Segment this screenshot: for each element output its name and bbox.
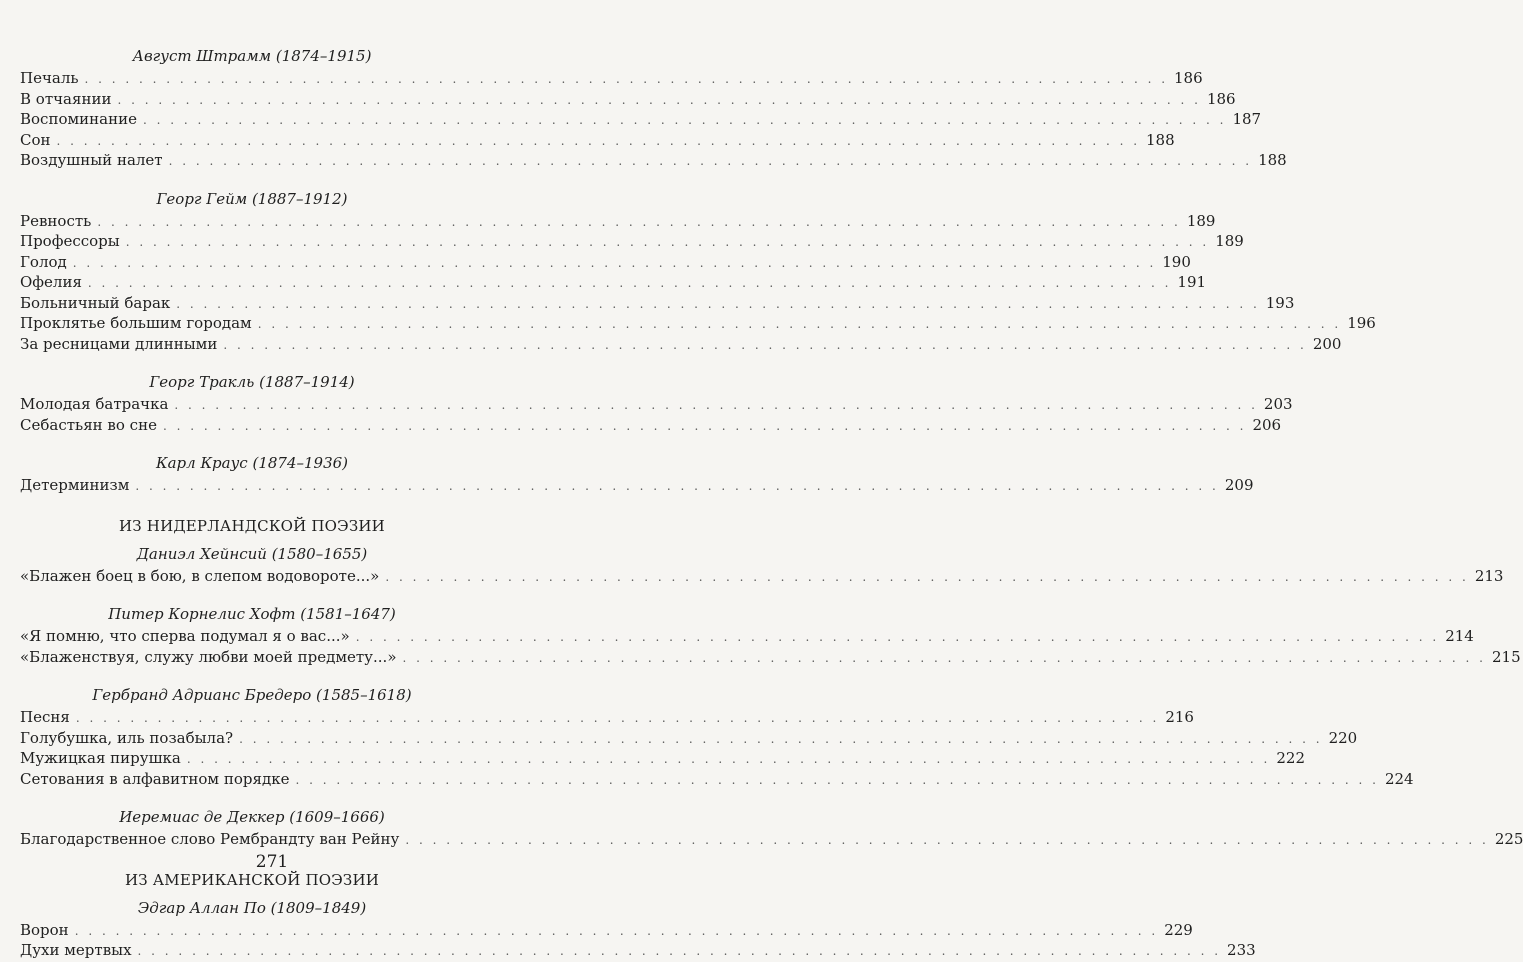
entry-page: 215 (1492, 647, 1521, 666)
toc-entry (20, 707, 1194, 728)
toc-entry (20, 475, 1254, 496)
dot-leader: . . . . . . . . . . . . . . . . . . . . . . . . . . . . . . . . . . . . . . . . . . . . . . . . . . . . . . . . . . . . . . . . . . . . . . . . . . . . . . . . (385, 569, 1469, 584)
dot-leader: . . . . . . . . . . . . . . . . . . . . . . . . . . . . . . . . . . . . . . . . . . . . . . . . . . . . . . . . . . . . . . . . . . . . . . . . . . . . . . . . (75, 711, 1160, 725)
toc-entry (20, 231, 1244, 252)
dot-leader: . . . . . . . . . . . . . . . . . . . . . . . . . . . . . . . . . . . . . . . . . . . . . . . . . . . . . . . . . . . . . . . . . . . . . . . . . . . . . . . . (174, 398, 1258, 412)
entry-page: 209 (1224, 476, 1254, 494)
entry-page: 229 (1164, 920, 1193, 939)
entry-title: Себастьян во сне (20, 415, 157, 434)
dot-leader: . . . . . . . . . . . . . . . . . . . . . . . . . . . . . . . . . . . . . . . . . . . . . . . . . . . . . . . . . . . . . . . . . . . . . . . . . . . . . . . . (97, 214, 1181, 229)
entry-page: 203 (1263, 395, 1293, 413)
entry-title: Печаль (20, 69, 79, 87)
entry-page: 222 (1276, 749, 1306, 767)
entry-page: 189 (1186, 211, 1216, 230)
toc-entry (20, 829, 1523, 850)
entry-title: Молодая батрачка (20, 395, 169, 413)
dot-leader: . . . . . . . . . . . . . . . . . . . . . . . . . . . . . . . . . . . . . . . . . . . . . . . . . . . . . . . . . . . . . . . . . . . . . . . . . . . . . . . . (84, 72, 1169, 86)
entry-page: 191 (1177, 273, 1207, 291)
entry-title: «Я помню, что сперва подумал я о вас...» (20, 627, 350, 645)
author-heading: Георг Гейм (1887–1912) (156, 189, 348, 208)
dot-leader: . . . . . . . . . . . . . . . . . . . . . . . . . . . . . . . . . . . . . . . . . . . . . . . . . . . . . . . . . . . . . . . . . . . . . . . . . . . . . . . . (355, 630, 1440, 644)
entry-page: 214 (1445, 627, 1474, 645)
dot-leader: . . . . . . . . . . . . . . . . . . . . . . . . . . . . . . . . . . . . . . . . . . . . . . . . . . . . . . . . . . . . . . . . . . . . . . . . . . . . . . . . (239, 731, 1323, 746)
entry-page: 189 (1215, 232, 1244, 250)
dot-leader: . . . . . . . . . . . . . . . . . . . . . . . . . . . . . . . . . . . . . . . . . . . . . . . . . . . . . . . . . . . . . . . . . . . . . . . . . . . . . . . . (405, 833, 1489, 847)
entry-title: Ворон (20, 920, 69, 939)
entry-title: «Блаженствуя, служу любви моей предмету...» (20, 647, 397, 666)
entry-title: Проклятье большим городам (20, 314, 252, 332)
dot-leader: . . . . . . . . . . . . . . . . . . . . . . . . . . . . . . . . . . . . . . . . . . . . . . . . . . . . . . . . . . . . . . . . . . . . . . . . . . . . . . . . (142, 113, 1227, 127)
section-heading: ИЗ АМЕРИКАНСКОЙ ПОЭЗИИ (124, 870, 380, 889)
toc-entry (20, 647, 1521, 668)
toc-entry (20, 728, 1358, 749)
entry-title: Голубушка, иль позабыла? (20, 728, 234, 747)
author-heading: Гербранд Адрианс Бредеро (1585–1618) (92, 686, 412, 704)
dot-leader: . . . . . . . . . . . . . . . . . . . . . . . . . . . . . . . . . . . . . . . . . . . . . . . . . . . . . . . . . . . . . . . . . . . . . . . . . . . . . . . . (223, 337, 1307, 352)
toc-entry (20, 68, 1203, 89)
toc-entry (20, 334, 1342, 355)
toc-entry (20, 130, 1175, 151)
dot-leader: . . . . . . . . . . . . . . . . . . . . . . . . . . . . . . . . . . . . . . . . . . . . . . . . . . . . . . . . . . . . . . . . . . . . . . . . . . . . . . . . (56, 133, 1141, 148)
dot-leader: . . . . . . . . . . . . . . . . . . . . . . . . . . . . . . . . . . . . . . . . . . . . . . . . . . . . . . . . . . . . . . . . . . . . . . . . . . . . . . . . (162, 418, 1247, 433)
entry-title: Мужицкая пирушка (20, 749, 181, 767)
author-heading: Питер Корнелис Хофт (1581–1647) (108, 605, 396, 623)
entry-title: Голод (20, 252, 67, 271)
entry-page: 216 (1165, 708, 1194, 726)
toc-entry (20, 252, 1191, 273)
entry-page: 206 (1252, 415, 1282, 434)
entry-page: 193 (1265, 293, 1295, 312)
entry-page: 200 (1312, 334, 1342, 353)
dot-leader: . . . . . . . . . . . . . . . . . . . . . . . . . . . . . . . . . . . . . . . . . . . . . . . . . . . . . . . . . . . . . . . . . . . . . . . . . . . . . . . . (117, 92, 1201, 107)
toc-entry (20, 940, 1256, 961)
dot-leader: . . . . . . . . . . . . . . . . . . . . . . . . . . . . . . . . . . . . . . . . . . . . . . . . . . . . . . . . . . . . . . . . . . . . . . . . . . . . . . . . (257, 317, 1342, 331)
toc-entry (20, 566, 1504, 587)
entry-title: За ресницами длинными (20, 334, 218, 353)
author-heading: Даниэл Хейнсий (1580–1655) (136, 544, 368, 563)
dot-leader: . . . . . . . . . . . . . . . . . . . . . . . . . . . . . . . . . . . . . . . . . . . . . . . . . . . . . . . . . . . . . . . . . . . . . . . . . . . . . . . . (295, 772, 1379, 787)
dot-leader: . . . . . . . . . . . . . . . . . . . . . . . . . . . . . . . . . . . . . . . . . . . . . . . . . . . . . . . . . . . . . . . . . . . . . . . . . . . . . . . . (74, 923, 1159, 938)
entry-page: 188 (1258, 151, 1287, 169)
entry-page: 213 (1474, 566, 1504, 585)
toc-entry (20, 109, 1262, 130)
entry-page: 196 (1347, 314, 1376, 332)
entry-title: Больничный барак (20, 293, 171, 312)
entry-page: 224 (1384, 769, 1414, 788)
entry-title: Профессоры (20, 232, 120, 250)
entry-title: Сетования в алфавитном порядке (20, 769, 290, 788)
dot-leader: . . . . . . . . . . . . . . . . . . . . . . . . . . . . . . . . . . . . . . . . . . . . . . . . . . . . . . . . . . . . . . . . . . . . . . . . . . . . . . . . (135, 479, 1219, 493)
table-of-contents (20, 44, 1523, 961)
entry-title: Воздушный налет (20, 151, 163, 169)
dot-leader: . . . . . . . . . . . . . . . . . . . . . . . . . . . . . . . . . . . . . . . . . . . . . . . . . . . . . . . . . . . . . . . . . . . . . . . . . . . . . . . . (137, 944, 1222, 958)
toc-entry (20, 89, 1236, 110)
toc-entry (20, 272, 1207, 293)
entry-title: «Блажен боец в бою, в слепом водовороте...» (20, 566, 380, 585)
entry-page: 186 (1206, 89, 1236, 108)
author-heading: Иеремиас де Деккер (1609–1666) (119, 808, 385, 826)
author-heading: Эдгар Аллан По (1809–1849) (137, 898, 367, 917)
toc-entry (20, 150, 1287, 171)
author-heading: Георг Тракль (1887–1914) (149, 373, 355, 391)
toc-entry (20, 920, 1193, 941)
author-heading: Карл Краус (1874–1936) (155, 454, 349, 472)
entry-title: Воспоминание (20, 110, 137, 128)
entry-title: Детерминизм (20, 476, 130, 494)
toc-entry (20, 313, 1376, 334)
entry-title: Офелия (20, 273, 82, 291)
dot-leader: . . . . . . . . . . . . . . . . . . . . . . . . . . . . . . . . . . . . . . . . . . . . . . . . . . . . . . . . . . . . . . . . . . . . . . . . . . . . . . . . (402, 650, 1486, 665)
entry-title: Песня (20, 708, 70, 726)
entry-title: Благодарственное слово Рембрандту ван Рейну (20, 830, 400, 848)
dot-leader: . . . . . . . . . . . . . . . . . . . . . . . . . . . . . . . . . . . . . . . . . . . . . . . . . . . . . . . . . . . . . . . . . . . . . . . . . . . . . . . . (176, 296, 1260, 311)
toc-entry (20, 415, 1282, 436)
dot-leader: . . . . . . . . . . . . . . . . . . . . . . . . . . . . . . . . . . . . . . . . . . . . . . . . . . . . . . . . . . . . . . . . . . . . . . . . . . . . . . . . (87, 276, 1172, 290)
entry-page: 233 (1227, 941, 1256, 959)
toc-entry (20, 626, 1474, 647)
entry-page: 225 (1494, 830, 1523, 848)
author-heading: Август Штрамм (1874–1915) (132, 47, 372, 65)
entry-page: 190 (1162, 252, 1191, 271)
dot-leader: . . . . . . . . . . . . . . . . . . . . . . . . . . . . . . . . . . . . . . . . . . . . . . . . . . . . . . . . . . . . . . . . . . . . . . . . . . . . . . . . (186, 752, 1271, 766)
entry-page: 220 (1328, 728, 1358, 747)
entry-title: Ревность (20, 211, 92, 230)
entry-title: В отчаянии (20, 89, 112, 108)
page-number: 271 (255, 852, 289, 872)
entry-page: 188 (1146, 130, 1175, 149)
toc-entry (20, 394, 1293, 415)
toc-entry (20, 293, 1295, 314)
dot-leader: . . . . . . . . . . . . . . . . . . . . . . . . . . . . . . . . . . . . . . . . . . . . . . . . . . . . . . . . . . . . . . . . . . . . . . . . . . . . . . . . (72, 255, 1157, 270)
entry-page: 186 (1174, 69, 1203, 87)
toc-entry (20, 769, 1414, 790)
section-heading: ИЗ НИДЕРЛАНДСКОЙ ПОЭЗИИ (119, 516, 385, 535)
entry-page: 187 (1232, 110, 1262, 128)
entry-title: Сон (20, 130, 51, 149)
toc-entry (20, 748, 1306, 769)
entry-title: Духи мертвых (20, 941, 132, 959)
dot-leader: . . . . . . . . . . . . . . . . . . . . . . . . . . . . . . . . . . . . . . . . . . . . . . . . . . . . . . . . . . . . . . . . . . . . . . . . . . . . . . . . (168, 154, 1253, 168)
dot-leader: . . . . . . . . . . . . . . . . . . . . . . . . . . . . . . . . . . . . . . . . . . . . . . . . . . . . . . . . . . . . . . . . . . . . . . . . . . . . . . . . (125, 235, 1210, 249)
toc-entry (20, 211, 1216, 232)
